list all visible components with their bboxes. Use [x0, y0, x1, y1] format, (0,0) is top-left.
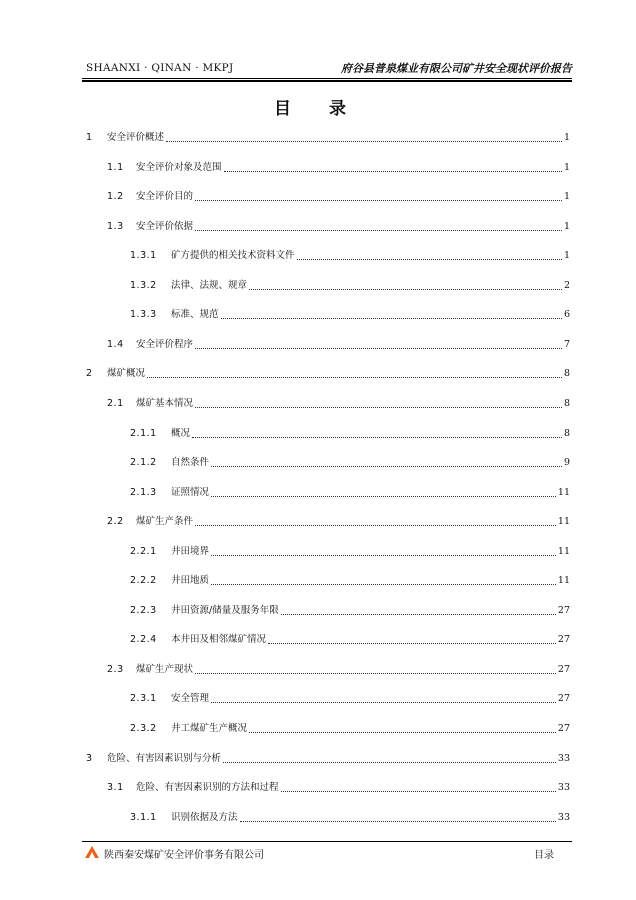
toc-entry-number: 2.3.2 [130, 723, 157, 734]
toc-entry-number: 2.1 [107, 398, 124, 409]
toc-entry[interactable] [130, 811, 570, 825]
toc-entry-number: 2.2.2 [130, 575, 157, 586]
toc-page-number: 27 [557, 723, 570, 734]
toc-entry-number: 2.2.3 [130, 605, 157, 616]
toc-entry-number: 3 [86, 753, 93, 764]
toc-page-number: 11 [557, 487, 570, 498]
toc-entry[interactable] [107, 220, 570, 234]
toc-dot-leader [192, 437, 562, 438]
toc-dot-leader [195, 230, 562, 231]
toc-entry-label: 识别依据及方法 [171, 812, 238, 823]
toc-entry-label: 煤矿生产条件 [136, 516, 194, 527]
toc-entry-number: 1.3.3 [130, 309, 157, 320]
toc-page-number: 33 [557, 782, 570, 793]
toc-entry-label: 安全管理 [171, 693, 210, 704]
toc-entry-number: 3.1.1 [130, 812, 157, 823]
toc-page-number: 8 [563, 368, 570, 379]
toc-dot-leader [147, 377, 562, 378]
toc-entry[interactable] [130, 308, 570, 322]
toc-entry-number: 2.3.1 [130, 693, 157, 704]
toc-dot-leader [249, 289, 562, 290]
toc-dot-leader [223, 762, 556, 763]
toc-page-number: 27 [557, 605, 570, 616]
toc-entry-label: 井田地质 [171, 575, 210, 586]
toc-dot-leader [195, 525, 556, 526]
toc-dot-leader [195, 200, 562, 201]
toc-dot-leader [195, 673, 556, 674]
toc-entry-number: 2.2.1 [130, 546, 157, 557]
toc-entry-label: 安全评价概述 [107, 132, 165, 143]
toc-entry[interactable] [107, 190, 570, 204]
toc-entry-label: 井田境界 [171, 546, 210, 557]
toc-page-number: 33 [557, 812, 570, 823]
toc-entry[interactable] [86, 367, 570, 381]
toc-dot-leader [240, 821, 556, 822]
toc-entry-label: 危险、有害因素识别与分析 [107, 753, 222, 764]
toc-entry[interactable] [130, 279, 570, 293]
toc-entry[interactable] [107, 781, 570, 795]
toc-entry[interactable] [107, 338, 570, 352]
toc-dot-leader [281, 791, 556, 792]
toc-page-number: 1 [563, 191, 570, 202]
toc-entry-label: 井工煤矿生产概况 [171, 723, 248, 734]
toc-entry[interactable] [107, 397, 570, 411]
toc-dot-leader [268, 643, 556, 644]
toc-entry[interactable] [107, 161, 570, 175]
footer-section-label: 目录 [534, 850, 554, 861]
toc-dot-leader [224, 171, 562, 172]
toc-entry[interactable] [107, 663, 570, 677]
toc-page-number: 27 [557, 634, 570, 645]
toc-page-number: 33 [557, 753, 570, 764]
toc-entry-number: 2.3 [107, 664, 124, 675]
toc-entry-number: 2.1.1 [130, 428, 157, 439]
toc-entry-number: 2.2.4 [130, 634, 157, 645]
company-logo-icon [84, 845, 100, 859]
toc-entry-number: 1.3 [107, 221, 124, 232]
toc-dot-leader [211, 466, 562, 467]
toc-page-number: 1 [563, 250, 570, 261]
toc-entry-label: 概况 [171, 428, 191, 439]
toc-entry-number: 2.2 [107, 516, 124, 527]
footer-rule [82, 841, 572, 842]
header-code: SHAANXI · QINAN · MKPJ [86, 62, 234, 74]
toc-page-number: 2 [563, 280, 570, 291]
toc-entry-label: 法律、法规、规章 [171, 280, 248, 291]
toc-entry[interactable] [107, 515, 570, 529]
toc-entry-label: 煤矿生产现状 [136, 664, 194, 675]
toc-entry[interactable] [130, 722, 570, 736]
toc-entry[interactable] [130, 574, 570, 588]
toc-page-number: 11 [557, 575, 570, 586]
footer-company-name: 陕西秦安煤矿安全评价事务有限公司 [104, 850, 264, 861]
toc-page-number: 8 [563, 428, 570, 439]
toc-page-number: 1 [563, 221, 570, 232]
toc-entry[interactable] [130, 456, 570, 470]
toc-page-number: 1 [563, 132, 570, 143]
toc-entry-number: 1.3.1 [130, 250, 157, 261]
toc-page-number: 8 [563, 398, 570, 409]
toc-entry-number: 2 [86, 368, 93, 379]
toc-entry[interactable] [86, 752, 570, 766]
toc-page-number: 11 [557, 516, 570, 527]
toc-entry-label: 安全评价依据 [136, 221, 194, 232]
toc-dot-leader [211, 496, 556, 497]
toc-page-number: 6 [563, 309, 570, 320]
toc-entry-label: 煤矿基本情况 [136, 398, 194, 409]
toc-dot-leader [297, 259, 562, 260]
toc-page-number: 1 [563, 162, 570, 173]
toc-page-number: 7 [563, 339, 570, 350]
toc-entry[interactable] [86, 131, 570, 145]
toc-page-number: 9 [563, 457, 570, 468]
toc-entry[interactable] [130, 249, 570, 263]
toc-entry-label: 本井田及相邻煤矿情况 [171, 634, 267, 645]
header-rule-thin [82, 78, 572, 79]
header-report-title: 府谷县普泉煤业有限公司矿井安全现状评价报告 [341, 62, 572, 75]
toc-entry-label: 井田资源/储量及服务年限 [171, 605, 279, 616]
toc-entry-label: 自然条件 [171, 457, 210, 468]
toc-entry-label: 证照情况 [171, 487, 210, 498]
toc-entry[interactable] [130, 486, 570, 500]
toc-dot-leader [195, 407, 562, 408]
toc-entry[interactable] [130, 692, 570, 706]
toc-dot-leader [249, 732, 556, 733]
toc-dot-leader [195, 348, 562, 349]
toc-page-number: 27 [557, 693, 570, 704]
toc-entry-number: 3.1 [107, 782, 124, 793]
toc-dot-leader [211, 702, 556, 703]
toc-entry-number: 1 [86, 132, 93, 143]
toc-entry-number: 1.1 [107, 162, 124, 173]
toc-entry[interactable] [130, 545, 570, 559]
toc-entry-number: 2.1.3 [130, 487, 157, 498]
toc-entry-number: 1.2 [107, 191, 124, 202]
toc-entry-label: 危险、有害因素识别的方法和过程 [136, 782, 279, 793]
toc-page-number: 27 [557, 664, 570, 675]
toc-entry-number: 2.1.2 [130, 457, 157, 468]
toc-dot-leader [281, 614, 556, 615]
toc-title: 目 录 [274, 99, 362, 119]
toc-entry-label: 标准、规范 [171, 309, 219, 320]
toc-dot-leader [221, 318, 562, 319]
header-rule-thick [82, 80, 572, 82]
toc-entry-label: 安全评价目的 [136, 191, 194, 202]
toc-entry[interactable] [130, 427, 570, 441]
toc-entry-label: 安全评价程序 [136, 339, 194, 350]
toc-entry-number: 1.3.2 [130, 280, 157, 291]
toc-entry[interactable] [130, 604, 570, 618]
toc-dot-leader [211, 584, 556, 585]
toc-dot-leader [166, 141, 562, 142]
toc-page-number: 11 [557, 546, 570, 557]
toc-entry-number: 1.4 [107, 339, 124, 350]
toc-entry-label: 安全评价对象及范围 [136, 162, 222, 173]
toc-entry-label: 矿方提供的相关技术资料文件 [171, 250, 295, 261]
toc-dot-leader [211, 555, 556, 556]
toc-entry[interactable] [130, 633, 570, 647]
toc-entry-label: 煤矿概况 [107, 368, 146, 379]
